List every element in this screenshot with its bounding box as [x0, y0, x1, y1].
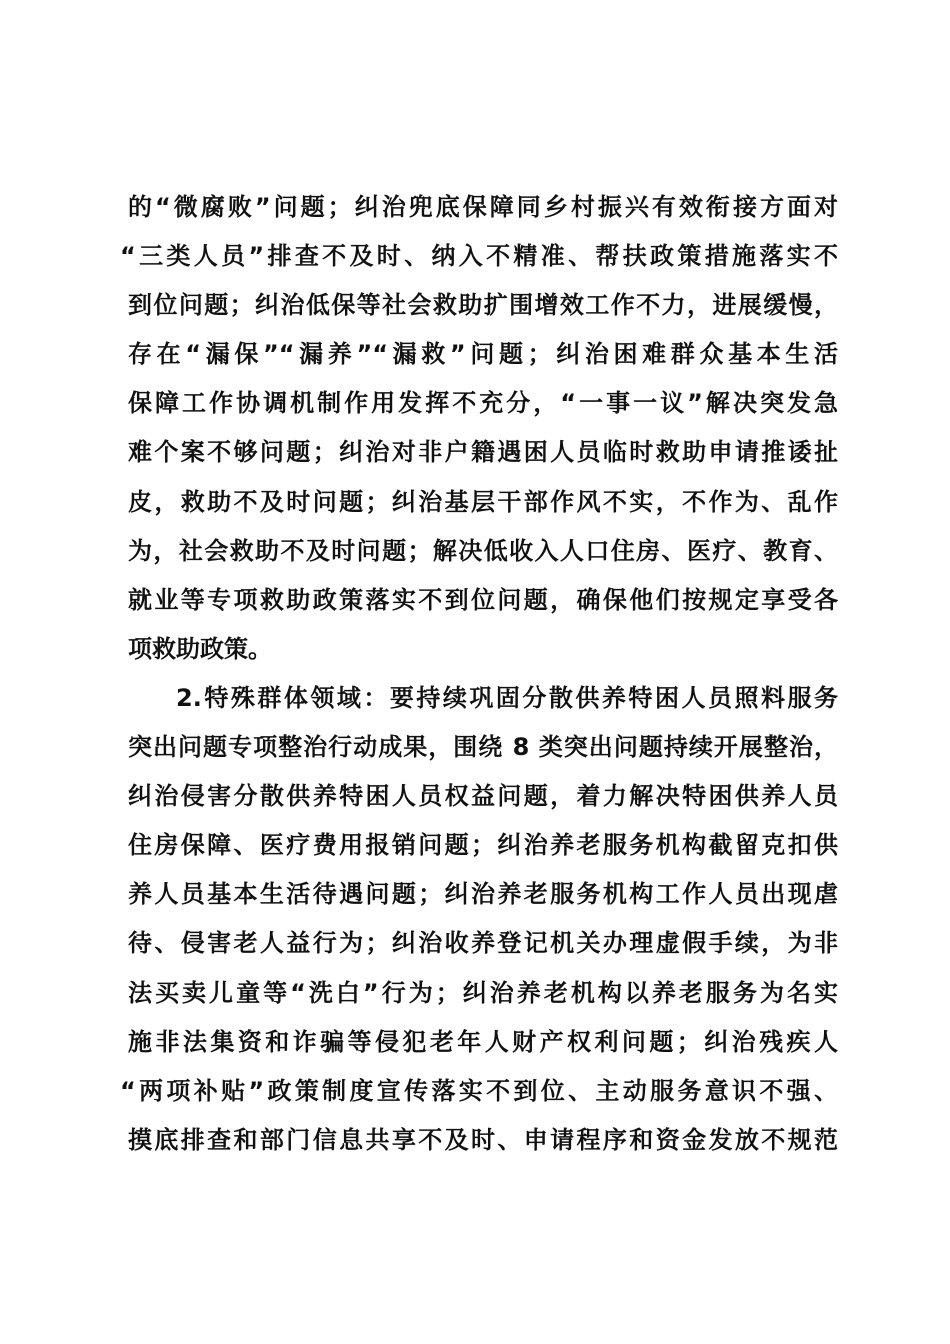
text-line: 到位问题；纠治低保等社会救助扩围增效工作不力，进展缓慢，	[128, 291, 838, 320]
text-line: 施非法集资和诈骗等侵犯老年人财产权利问题；纠治残疾人	[128, 1027, 838, 1056]
text-line: 存在“漏保”“漏养”“漏救”问题；纠治困难群众基本生活	[128, 340, 838, 369]
text-line: “两项补贴”政策制度宣传落实不到位、主动服务意识不强、	[120, 1076, 838, 1105]
text-line: 待、侵害老人益行为；纠治收养登记机关办理虚假手续，为非	[128, 929, 838, 958]
section-heading-line: 2.特殊群体领域：要持续巩固分散供养特困人员照料服务	[176, 683, 838, 712]
text-line: 养人员基本生活待遇问题；纠治养老服务机构工作人员出现虐	[128, 880, 838, 909]
text-line: 为，社会救助不及时问题；解决低收入人口住房、医疗、教育、	[128, 536, 838, 565]
paragraph-end-line: 项救助政策。	[128, 634, 272, 663]
text-line: 纠治侵害分散供养特困人员权益问题，着力解决特困供养人员	[128, 782, 838, 811]
text-line: 的“微腐败”问题；纠治兜底保障同乡村振兴有效衔接方面对	[128, 193, 838, 221]
text-line: 摸底排查和部门信息共享不及时、申请程序和资金发放不规范	[128, 1125, 838, 1154]
text-line: 就业等专项救助政策落实不到位问题，确保他们按规定享受各	[128, 585, 838, 614]
text-line: “三类人员”排查不及时、纳入不精准、帮扶政策措施落实不	[120, 242, 838, 271]
body-text	[120, 183, 838, 1165]
text-line: 皮，救助不及时问题；纠治基层干部作风不实，不作为、乱作	[128, 487, 838, 516]
text-line: 住房保障、医疗费用报销问题；纠治养老服务机构截留克扣供	[128, 831, 838, 860]
text-line: 法买卖儿童等“洗白”行为；纠治养老机构以养老服务为名实	[128, 978, 838, 1007]
text-line: 难个案不够问题；纠治对非户籍遇困人员临时救助申请推诿扯	[128, 438, 838, 467]
text-line: 保障工作协调机制作用发挥不充分，“一事一议”解决突发急	[128, 389, 838, 418]
text-line: 突出问题专项整治行动成果，围绕 8 类突出问题持续开展整治，	[128, 733, 838, 762]
